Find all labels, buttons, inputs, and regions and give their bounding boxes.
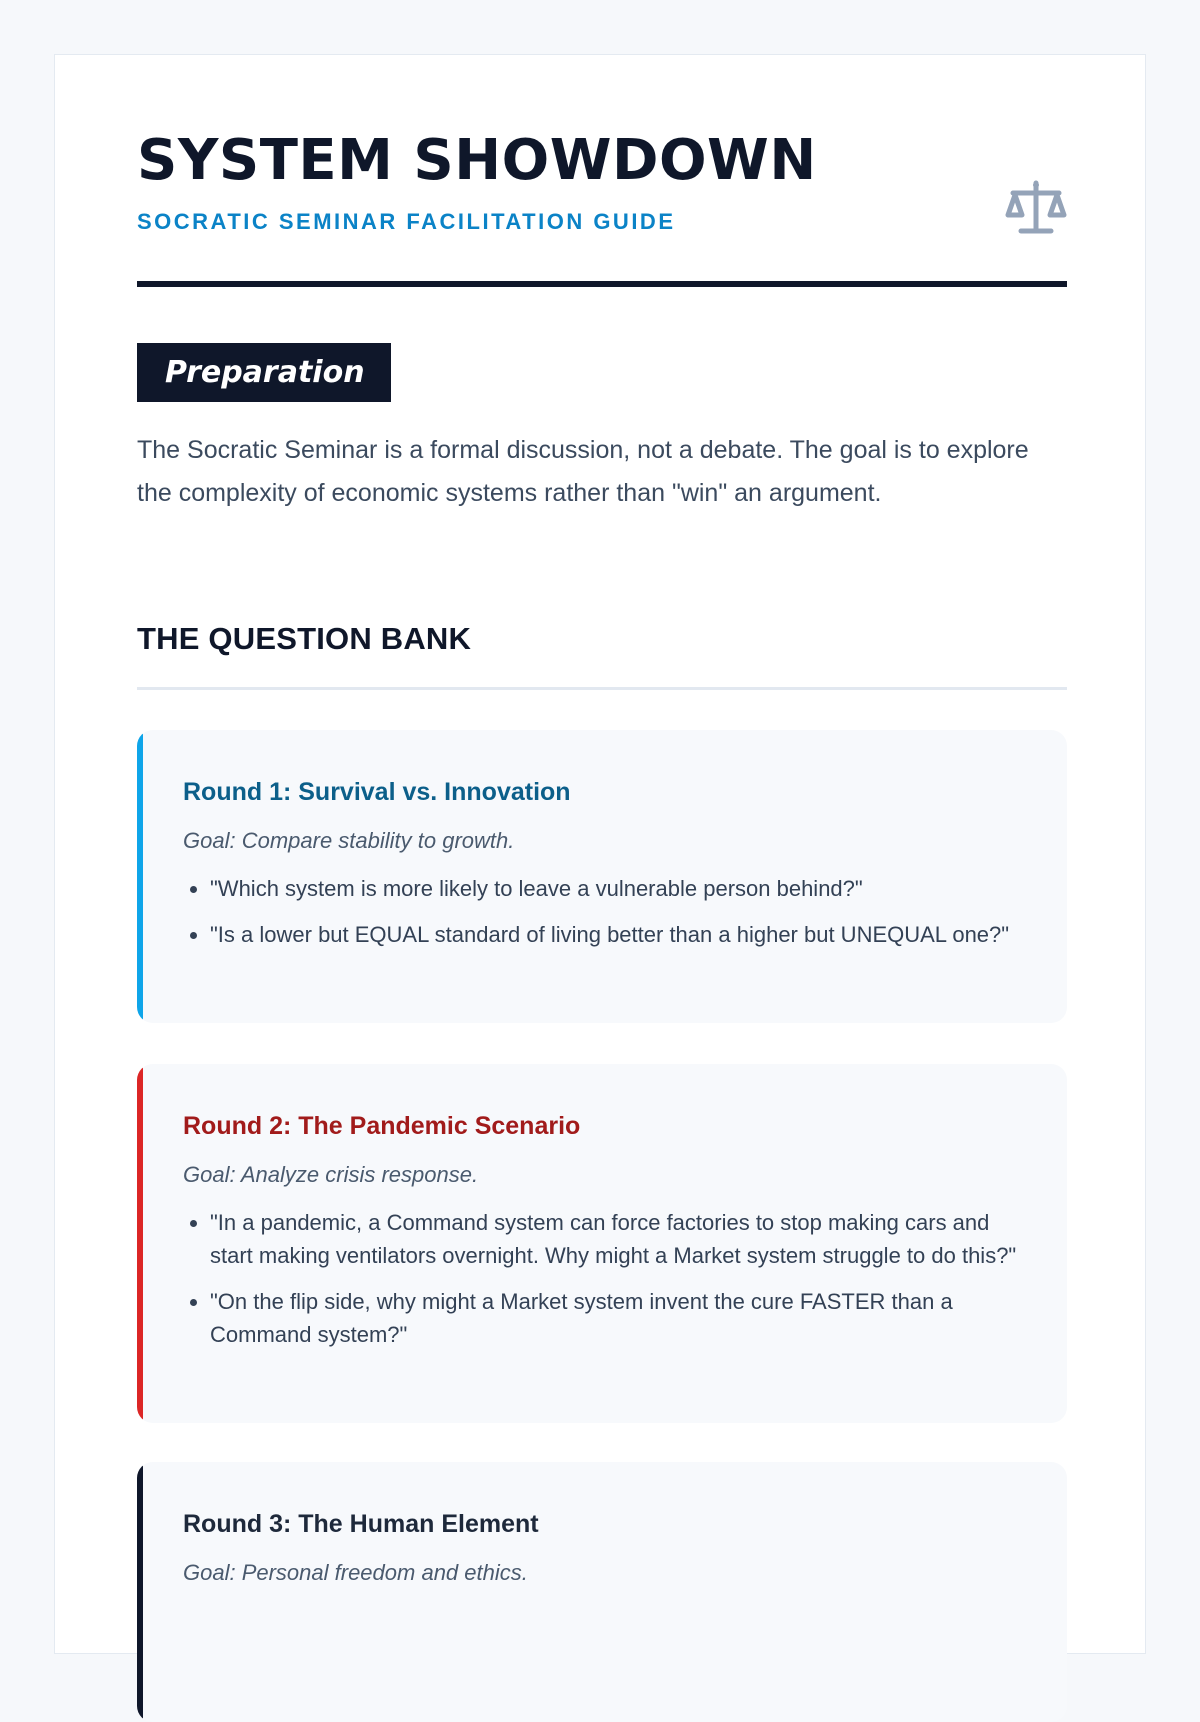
question-list	[183, 872, 1027, 951]
round-title: Round 3: The Human Element	[183, 1510, 539, 1538]
question-list	[183, 1206, 1027, 1351]
preparation-text: The Socratic Seminar is a formal discussion, not a debate. The goal is to explore the complexity of economic systems rather than "win" an argument.	[137, 436, 1029, 507]
page-content	[137, 55, 1067, 1585]
question-item: • "In a pandemic, a Command system can force factories to stop making cars and start making ventilators overnight. Why might a Market system struggle to do this?"	[210, 1206, 1027, 1272]
round-goal: Goal: Personal freedom and ethics.	[183, 1560, 528, 1585]
guide-page	[54, 54, 1146, 1654]
round-goal: Goal: Compare stability to growth.	[183, 828, 515, 853]
question-item: • "Is a lower but EQUAL standard of living better than a higher but UNEQUAL one?"	[210, 918, 1027, 951]
question-item: • "Which system is more likely to leave a vulnerable person behind?"	[210, 872, 1027, 905]
preparation-label: Preparation	[137, 343, 391, 402]
round-goal: Goal: Analyze crisis response.	[183, 1162, 479, 1187]
round-card-3	[137, 1462, 1067, 1722]
round-card-2	[137, 1064, 1067, 1423]
question-bank-divider	[137, 687, 1067, 690]
round-title: Round 2: The Pandemic Scenario	[183, 1112, 581, 1140]
question-bank-title: THE QUESTION BANK	[137, 621, 472, 656]
question-item: • "On the flip side, why might a Market system invent the cure FASTER than a Command system?"	[210, 1285, 1027, 1351]
page-subtitle: SOCRATIC SEMINAR FACILITATION GUIDE	[137, 209, 676, 234]
header-divider	[137, 281, 1067, 287]
header	[137, 55, 1067, 291]
round-title: Round 1: Survival vs. Innovation	[183, 778, 571, 806]
page-title: SYSTEM SHOWDOWN	[137, 128, 817, 193]
balance-scale-icon	[1005, 179, 1067, 237]
round-card-1	[137, 730, 1067, 1023]
